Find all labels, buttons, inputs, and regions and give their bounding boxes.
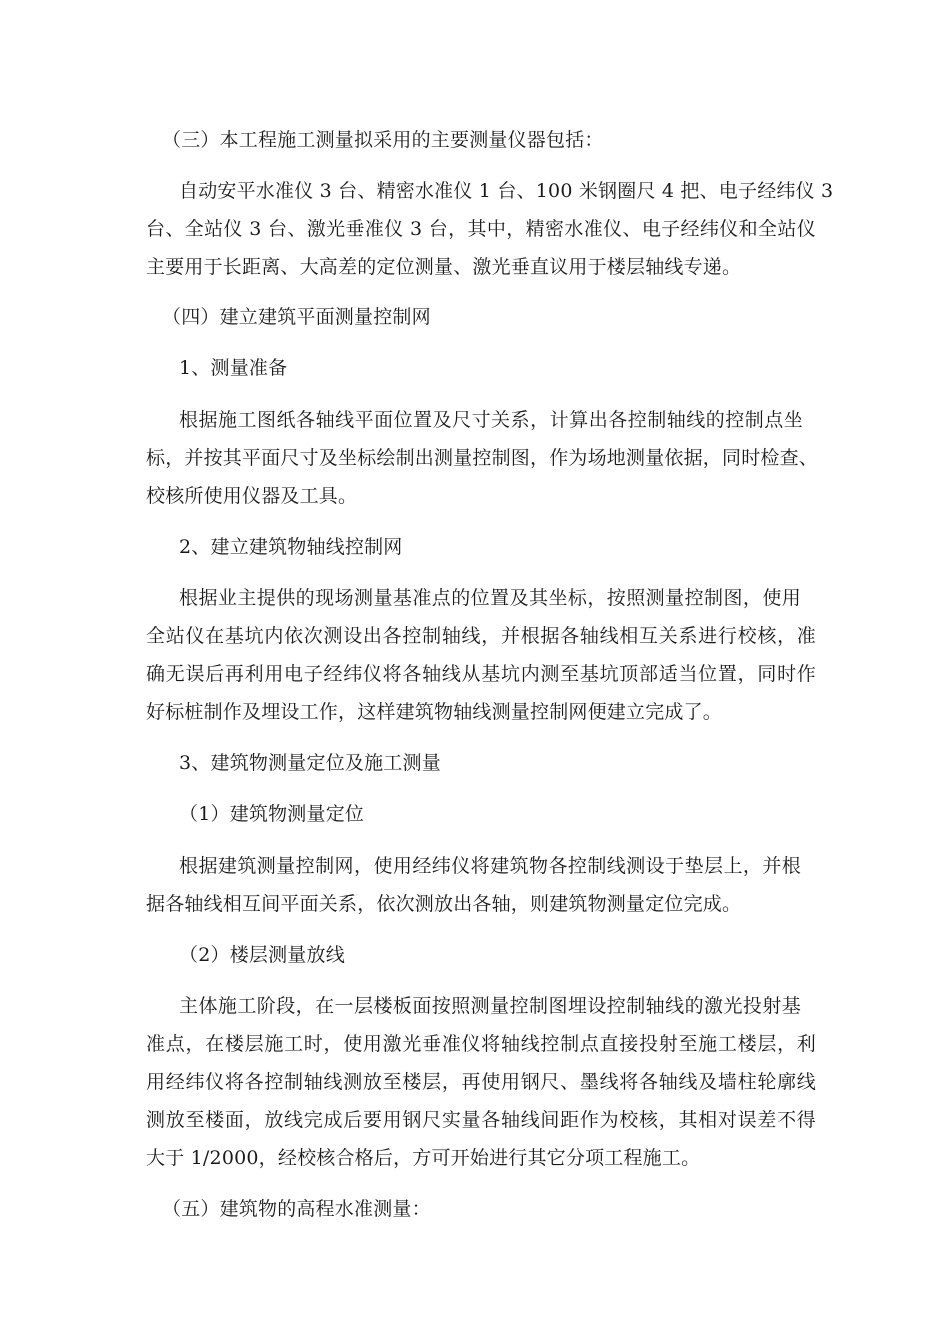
paragraph-line: 台、全站仪 3 台、激光垂准仪 3 台，其中，精密水准仪、电子经纬仪和全站仪 [146,218,816,240]
paragraph-line: 校核所使用仪器及工具。 [146,485,358,507]
paragraph-line: 准点，在楼层施工时，使用激光垂准仪将轴线控制点直接投射至施工楼层，利 [146,1033,816,1055]
section-heading-instruments: （三）本工程施工测量拟采用的主要测量仪器包括： [162,129,604,151]
paragraph-line: 据各轴线相互间平面关系，依次测放出各轴，则建筑物测量定位完成。 [146,893,742,915]
paragraph-line: 用经纬仪将各控制轴线测放至楼层，再使用钢尺、墨线将各轴线及墙柱轮廓线 [146,1071,816,1093]
paragraph-line: 全站仪在基坑内依次测设出各控制轴线，并根据各轴线相互关系进行校核，准 [146,625,816,647]
subheading-prep: 1、测量准备 [179,357,288,379]
section-heading-control-net: （四）建立建筑平面测量控制网 [162,306,431,328]
paragraph-line: 标，并按其平面尺寸及坐标绘制出测量控制图，作为场地测量依据，同时检查、 [146,447,819,469]
paragraph-line: 确无误后再利用电子经纬仪将各轴线从基坑内测至基坑顶部适当位置，同时作 [146,663,816,685]
paragraph-line: 自动安平水准仪 3 台、精密水准仪 1 台、100 米钢圈尺 4 把、电子经纬仪 3 [179,180,834,202]
subheading-floor-layout: （2）楼层测量放线 [179,944,345,966]
paragraph-line: 主要用于长距离、大高差的定位测量、激光垂直议用于楼层轴线专递。 [146,256,742,278]
subheading-axis-net: 2、建立建筑物轴线控制网 [179,536,403,558]
paragraph-line: 根据建筑测量控制网，使用经纬仪将建筑物各控制线测设于垫层上，并根 [179,855,801,877]
paragraph-line: 主体施工阶段，在一层楼板面按照测量控制图埋设控制轴线的激光投射基 [179,995,801,1017]
subheading-building-positioning: （1）建筑物测量定位 [179,803,365,825]
paragraph-line: 根据施工图纸各轴线平面位置及尺寸关系，计算出各控制轴线的控制点坐 [179,409,803,431]
paragraph-line: 大于 1/2000，经校核合格后，方可开始进行其它分项工程施工。 [146,1147,701,1169]
paragraph-line: 根据业主提供的现场测量基准点的位置及其坐标，按照测量控制图，使用 [179,587,801,609]
subheading-positioning: 3、建筑物测量定位及施工测量 [179,752,441,774]
paragraph-line: 好标桩制作及埋设工作，这样建筑物轴线测量控制网便建立完成了。 [146,701,723,723]
section-heading-leveling: （五）建筑物的高程水准测量： [162,1198,431,1220]
paragraph-line: 测放至楼面，放线完成后要用钢尺实量各轴线间距作为校核，其相对误差不得 [146,1109,816,1131]
